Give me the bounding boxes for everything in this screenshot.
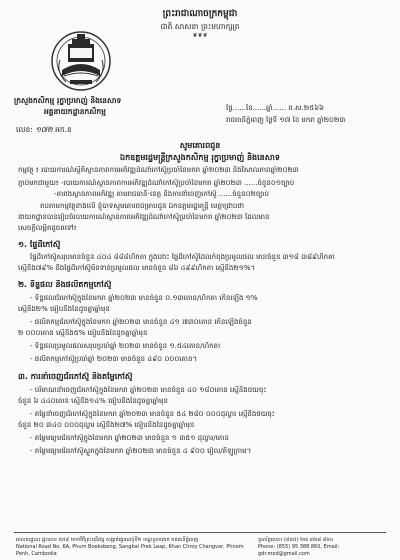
- salutation: សូមគោរពជូន: [179, 141, 221, 150]
- ref-label: លេខ:: [16, 125, 33, 134]
- section-heading: ១. ផ្ទៃដីកៅស៊ូ: [18, 240, 61, 249]
- recipient-title: ឯកឧត្តមរដ្ឋមន្ត្រីក្រសួងកសិកម្ម រុក្ខាប្រមាញ់ និងនេសាទ: [120, 153, 280, 162]
- footer-divider: [14, 532, 386, 533]
- section-line: - តម្លៃមធ្យមជ័រកៅស៊ូស្ងួតក្នុងខែមករា ឆ្នាំ២០២៣ មានចំនួន ៤ ៩០០ រៀល/គីឡូក្រាម។: [30, 447, 252, 455]
- section-line: ២ ០០០តោន ស្មើនឹង៥% ធៀបនឹងខែដូចគ្នាឆ្នាំមុន: [18, 329, 148, 337]
- section-line: - តម្លៃមធ្យមជ័រកៅស៊ូក្នុងខែមករា ឆ្នាំ២០២៣ មានចំនួន ១ ៣៥១ ដុល្លារ/តោន: [30, 434, 229, 442]
- ministry-emblem: [50, 30, 112, 92]
- footer-contact: [258, 537, 388, 558]
- section-heading: ២. ទិន្នផល និងផលិតកម្មកៅស៊ូ: [18, 280, 112, 289]
- attachment-line: ភ្ជាប់មកជាមួយ៖ -របាយការណ៍ស្ថានភាពការអភិវឌ្ឍដំណាំកៅស៊ូប្រចាំខែមករា ឆ្នាំ២០២៣ ......ចំនួន០១ច្បាប់: [18, 179, 295, 187]
- footer-address: [16, 537, 246, 558]
- section-line: - ផលិតកម្មជ័រកៅស៊ូក្នុងខែមករា ឆ្នាំ២០២៣ មានចំនួន ៤១ ៧៣០តោន កើនឡើងចំនួន: [30, 318, 252, 326]
- ref-suffix: អក.ខ: [55, 125, 72, 134]
- address-english: National Road No. 6A, Phum Boeksbeng, Sangkat Prek Leap, Khan Chroy Changvar, Phnom Penh, Cambodia: [16, 544, 244, 557]
- section-line: ផ្ទៃដីកៅស៊ូសរុបមានចំនួន ៤០៤ ៨៨៨ហិកតា ក្នុងនោះ ផ្ទៃដីកៅស៊ូដែលកំពុងប្រមូលផល មានចំនួន ៣១៨ ៣៨៩ហិកតា: [30, 253, 335, 261]
- section-line: ស្មើនឹង៧៩% និងផ្ទៃដីកៅស៊ូមិនទាន់ប្រមូលផល មានចំនួន ៨៦ ៤៩៩ហិកតា ស្មើនឹង២១%។: [18, 264, 256, 272]
- body-paragraph-line: តបតាមកម្មវត្ថុខាងលើ ខ្ញុំបាទសូមគោរពជម្រាបជូន ឯកឧត្តមរដ្ឋមន្ត្រី មេត្តាជ្រាបថា: [40, 202, 244, 210]
- section-line: ចំនួន ២០ ៣៤០ ០០០ដុល្លារ ស្មើនឹង២៧% ធៀបនឹងខែដូចគ្នាឆ្នាំមុន: [18, 421, 195, 429]
- body-paragraph-line: សេចក្តីលម្អិតដូចតទៅ៖: [18, 224, 77, 232]
- national-motto: ជាតិ សាសនា ព្រះមហាក្សត្រ: [160, 22, 240, 31]
- section-line: - ផលិតកម្មកៅស៊ូប្រចាំឆ្នាំ ២០២៣ មានចំនួន ៤៩០ ០០០តោន។: [30, 355, 198, 363]
- section-line: - បរិមាណនាំចេញជ័រកៅស៊ូក្នុងខែមករា ឆ្នាំ២០២៣ មានចំនួន ៤០ ១៨០តោន ស្មើនឹងថយចុះ: [30, 386, 267, 394]
- date-place: រាជធានីភ្នំពេញ ថ្ងៃទី ១៧ ខែ មករា ឆ្នាំ២០២៣: [226, 116, 346, 124]
- subject-line: កម្មវត្ថុ ៖ របាយការណ៍ស្ថិតិស្ថានភាពការអភិវឌ្ឍដំណាំកៅស៊ូប្រចាំខែមករា ឆ្នាំ២០២៣ និងវិសាលភាពឆ្នាំ២០២៣: [18, 166, 299, 174]
- address-khmer: អាសយដ្ឋាន៖ ផ្ទះលេខ ៥៥៩ មហាវិថីព្រះមុនីវង្ស សង្កាត់ផ្សារដេប៉ូទី២ ខណ្ឌទួលគោក រាជធានីភ្នំពេញ: [16, 537, 199, 543]
- kingdom-title: ព្រះរាជាណាចក្រកម្ពុជា: [162, 9, 238, 19]
- emblem-seal-icon: [50, 30, 112, 92]
- reference-number: [16, 125, 106, 134]
- section-line: - ទិន្នផលជ័រកៅស៊ូក្នុងខែមករា ឆ្នាំ២០២៣ មានចំនួន ០.១៣តោន/ហិកតា កើនឡើង ១%: [30, 294, 258, 302]
- section-line: - ទិន្នផលប្រមូលផលសរុបប្រចាំឆ្នាំ ២០២៣ មានចំនួន ១.៥៤តោន/ហិកតា: [30, 342, 221, 350]
- section-heading: ៣. ការនាំចេញជ័រកៅស៊ូ និងតម្លៃកៅស៊ូ: [18, 372, 133, 381]
- lunar-date: ថ្ងៃ......ខែ......ឆ្នាំ...... ព.ស.២៥៦៦: [226, 104, 324, 112]
- section-line: - តម្លៃនាំចេញជ័រកៅស៊ូក្នុងខែមករា ឆ្នាំ២០២៣ មានចំនួន ៥៤ ២៨០ ០០០ដុល្លារ ស្មើនឹងថយចុះ: [30, 410, 275, 418]
- section-line: ចំនួន ៦ ៤៤០តោន ស្មើនឹង១៤% ធៀបនឹងខែដូចគ្នាឆ្នាំមុន: [18, 397, 168, 405]
- department-name: អគ្គនាយកដ្ឋានកសិកម្ម: [44, 107, 106, 116]
- ministry-name: ក្រសួងកសិកម្ម រុក្ខាប្រមាញ់ និងនេសាទ: [14, 96, 122, 105]
- attachment-line: -តារាងស្ថានភាពអភិវឌ្ឍ តាមរាជធានី-ខេត្ត និងការនាំចេញកៅស៊ូ ......ចំនួន០២ច្បាប់: [54, 190, 269, 198]
- phone-email: Phone: (855) 95 388 860, Email: gdr.mod@gmail.com: [258, 544, 340, 557]
- ref-number: ១៧២: [35, 125, 53, 134]
- body-paragraph-line: នាយកដ្ឋានបានរៀបចំរបាយការណ៍ស្ថានភាពអភិវឌ្ឍដំណាំកៅស៊ូប្រចាំខែមករា ឆ្នាំ២០២៣ ដែលមាន: [18, 213, 270, 221]
- phone-khmer: ទូរស័ព្ទលេខ៖ (៨៥៥) ២៣ ៣៦៨ ៨៦០: [258, 537, 334, 543]
- header-ornament: ❦❦❦: [192, 32, 208, 39]
- section-line: ស្មើនឹង២% ធៀបនឹងខែដូចគ្នាឆ្នាំមុន: [18, 305, 110, 313]
